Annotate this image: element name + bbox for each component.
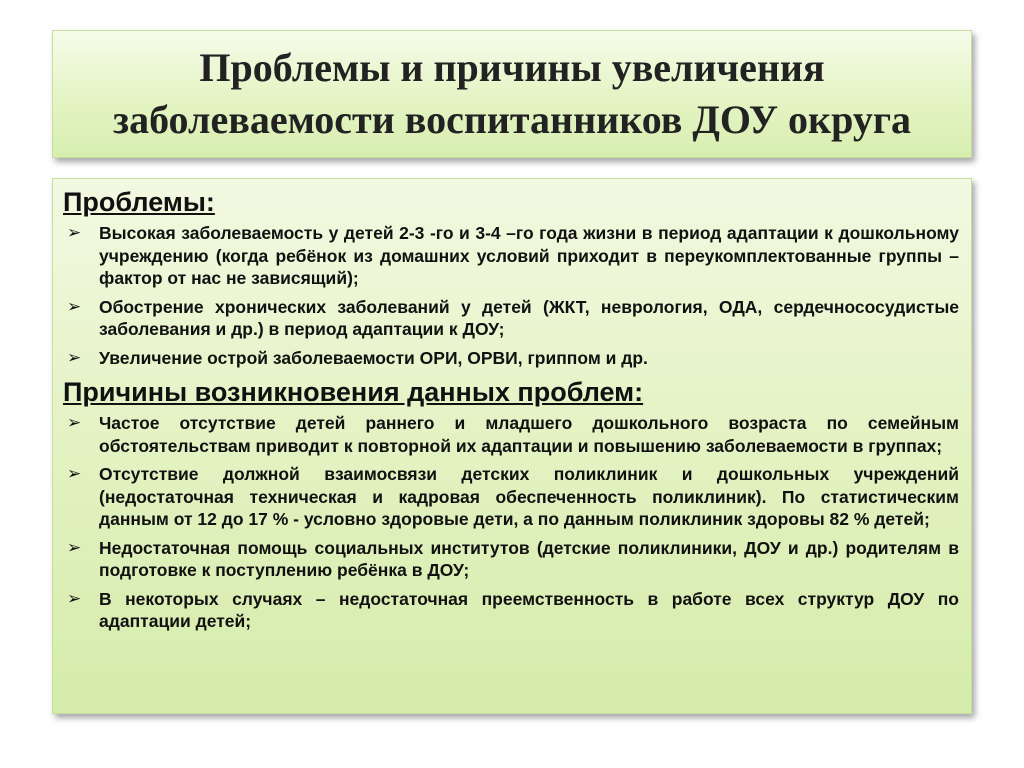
- list-item-text: Отсутствие должной взаимосвязи детских поликлиник и дошкольных учреждений (недостаточная техническая и кадровая обеспеченность поликлиник). По статистическим данным от 12 до 17 % - условно здоровые дети, а по данным поликлиник здоровы 82 % детей;: [99, 464, 959, 529]
- arrowhead-bullet-icon: ➢: [67, 537, 82, 557]
- title-box: [52, 30, 972, 158]
- list-item-text: Частое отсутствие детей раннего и младшего дошкольного возраста по семейным обстоятельствам приводит к повторной их адаптации и повышению заболеваемости в группах;: [99, 413, 959, 456]
- section-heading-problems: Проблемы:: [63, 187, 215, 217]
- problems-list: [63, 222, 959, 369]
- slide-title: Проблемы и причины увеличения заболеваемости воспитанников ДОУ округа: [113, 45, 911, 142]
- list-item-text: Увеличение острой заболеваемости ОРИ, ОРВИ, гриппом и др.: [99, 347, 648, 368]
- section-causes: [63, 375, 959, 633]
- section-heading-causes: Причины возникновения данных проблем:: [63, 377, 644, 407]
- arrowhead-bullet-icon: ➢: [67, 347, 82, 367]
- list-item: [63, 412, 959, 457]
- section-problems: [63, 185, 959, 369]
- list-item: [63, 463, 959, 531]
- arrowhead-bullet-icon: ➢: [67, 588, 82, 608]
- arrowhead-bullet-icon: ➢: [67, 296, 82, 316]
- arrowhead-bullet-icon: ➢: [67, 223, 82, 242]
- list-item: [63, 296, 959, 341]
- list-item-text: В некоторых случаях – недостаточная преемственность в работе всех структур ДОУ по адаптации детей;: [99, 588, 959, 631]
- list-item-text: Высокая заболеваемость у детей 2-3 -го и 3-4 –го года жизни в период адаптации к дошкольному учреждению (когда ребёнок из домашних условий приходит в переукомплектованные группы – фактор от нас не зависящий);: [99, 223, 959, 288]
- list-item: [63, 347, 959, 370]
- content-box: [52, 178, 972, 714]
- list-item: [63, 537, 959, 582]
- causes-list: [63, 412, 959, 633]
- arrowhead-bullet-icon: ➢: [67, 413, 82, 432]
- arrowhead-bullet-icon: ➢: [67, 464, 82, 483]
- list-item: [63, 588, 959, 633]
- list-item-text: Обострение хронических заболеваний у детей (ЖКТ, неврология, ОДА, сердечнососудистые заболевания и др.) в период адаптации к ДОУ;: [99, 296, 959, 339]
- list-item-text: Недостаточная помощь социальных институтов (детские поликлиники, ДОУ и др.) родителям в подготовке к поступлению ребёнка в ДОУ;: [99, 537, 959, 580]
- list-item: [63, 222, 959, 290]
